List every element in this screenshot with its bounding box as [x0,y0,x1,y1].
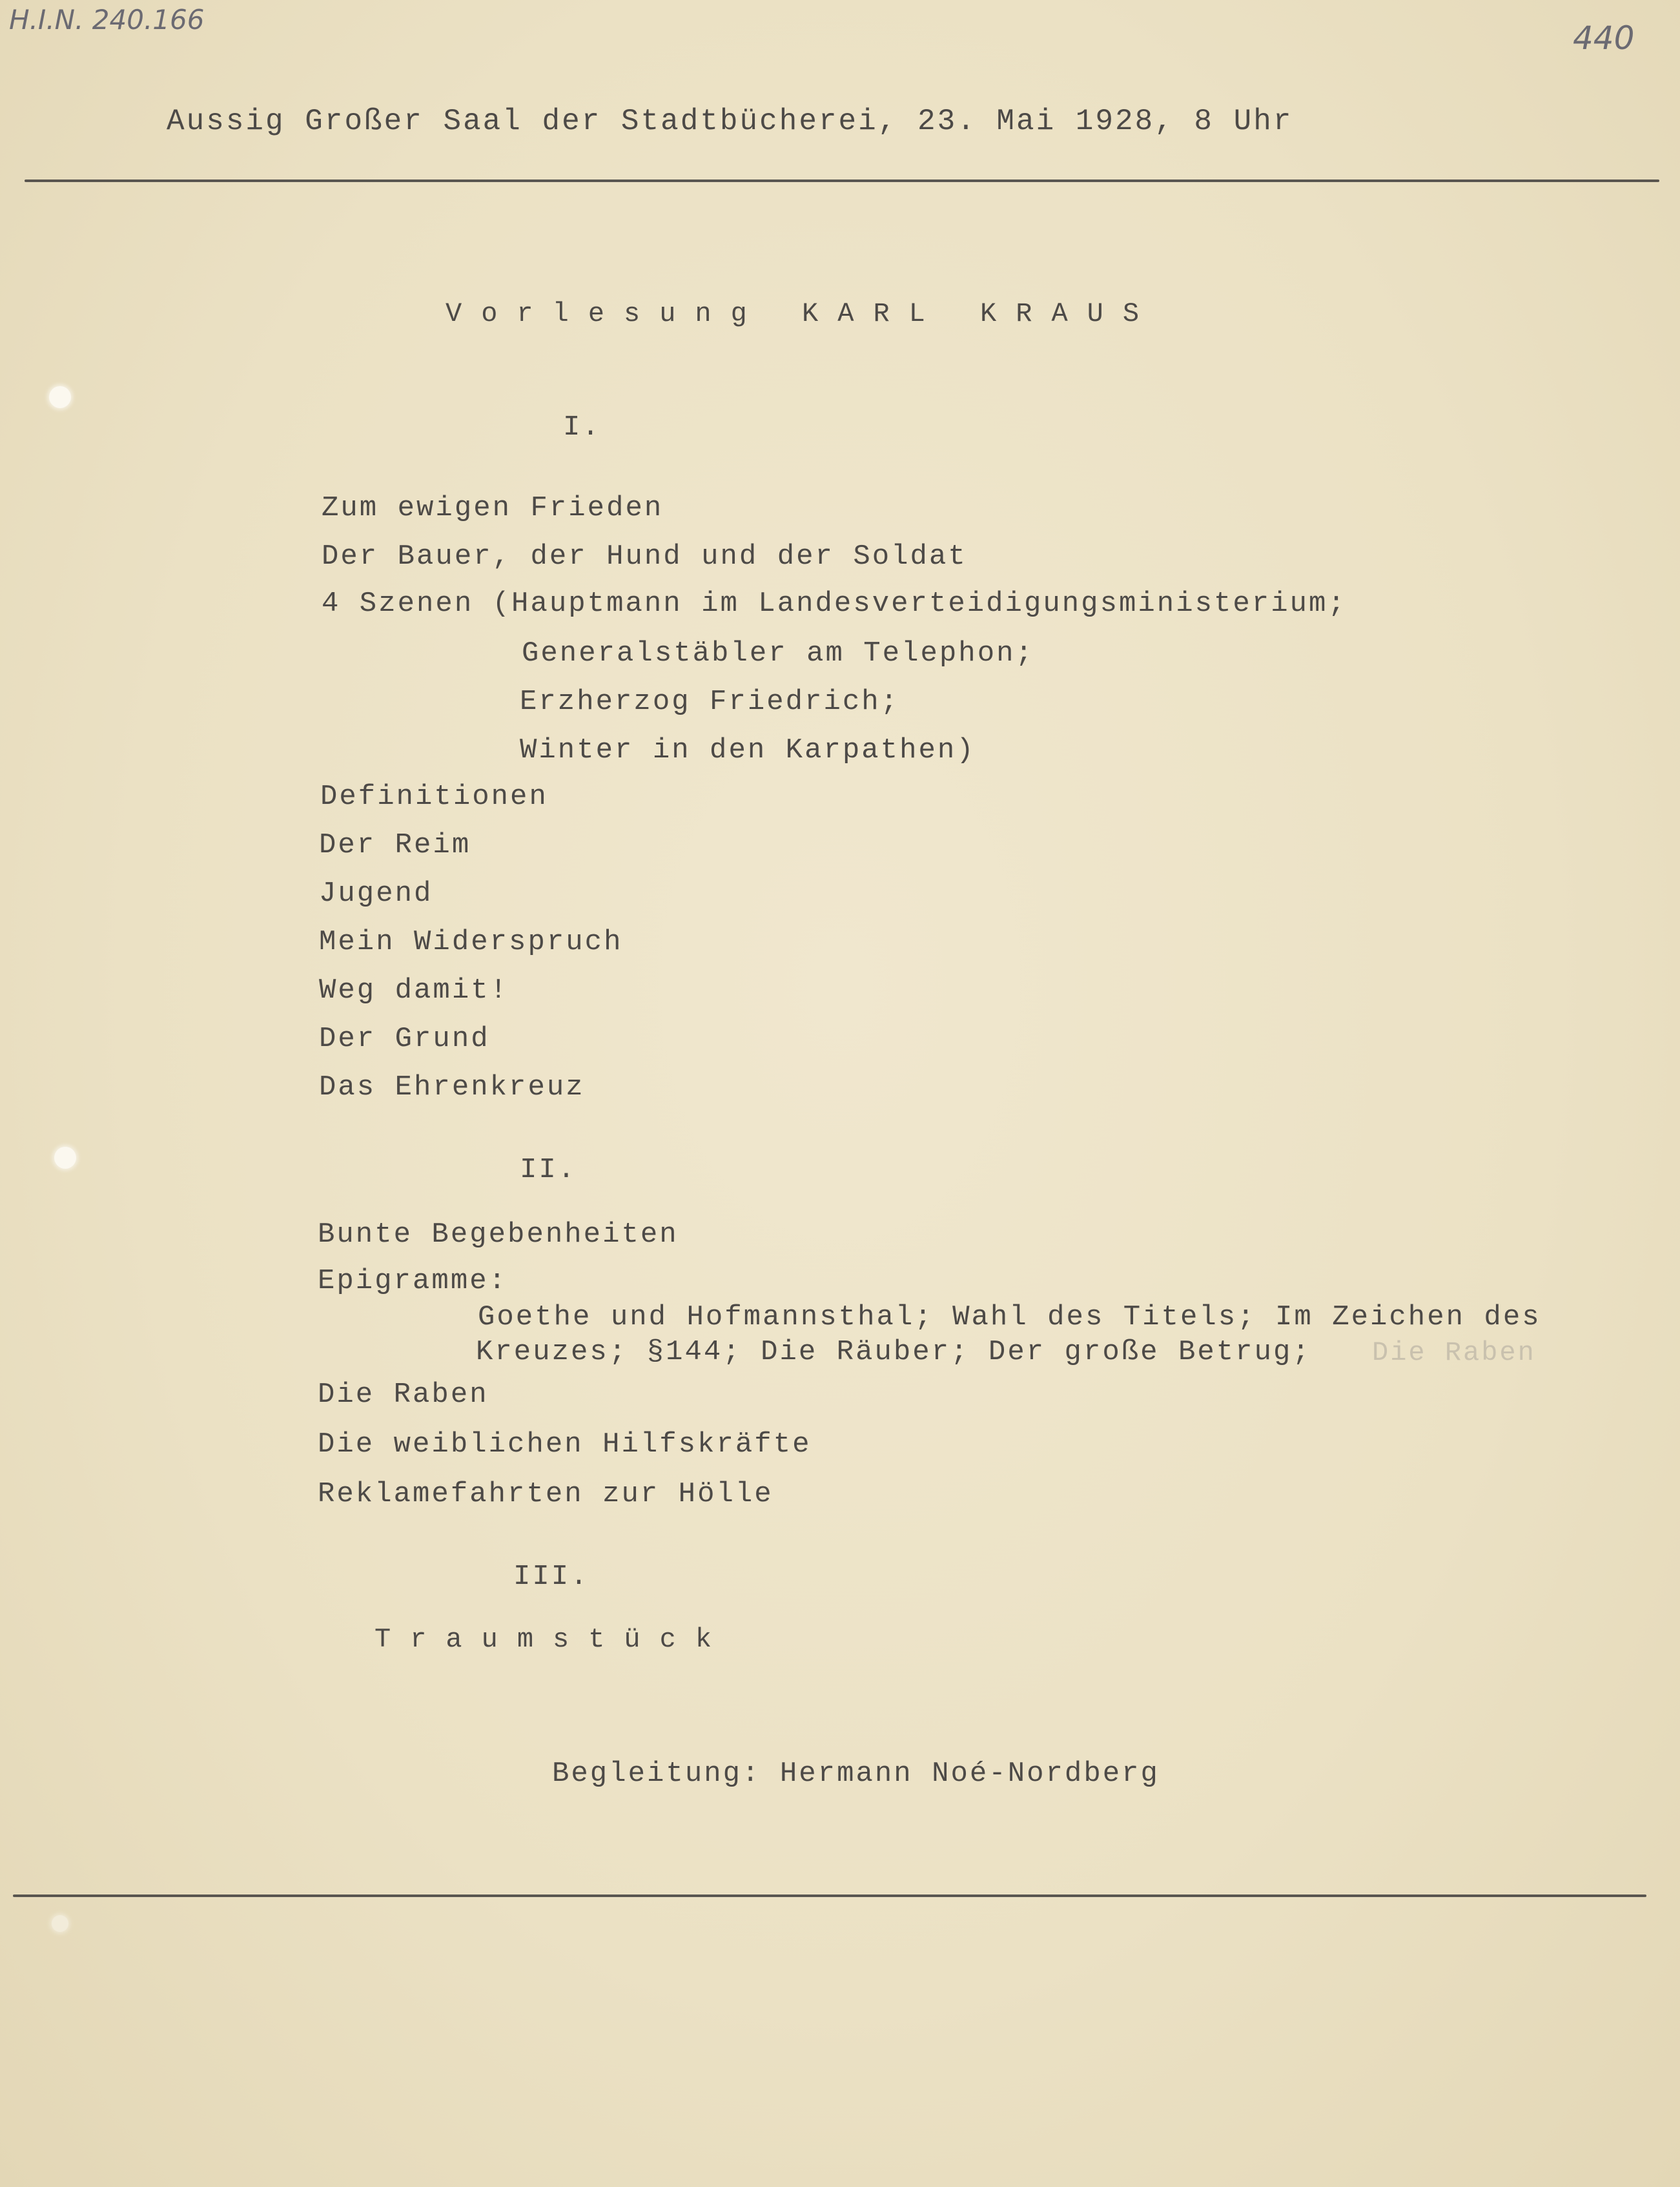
part3-numeral: III. [513,1561,589,1593]
archive-reference: H.I.N. 240.166 [9,4,205,36]
punch-hole-top [49,386,71,408]
list-item: Erzherzog Friedrich; [520,686,900,718]
list-item: Das Ehrenkreuz [319,1071,585,1104]
accompaniment: Begleitung: Hermann Noé-Nordberg [552,1758,1160,1790]
list-item: Goethe und Hofmannsthal; Wahl des Titels; Im Zeichen des [478,1301,1541,1333]
header-line: Aussig Großer Saal der Stadtbücherei, 23. Mai 1928, 8 Uhr [167,105,1293,138]
list-item: Der Bauer, der Hund und der Soldat [322,540,967,573]
part3-title: Traumstück [374,1624,732,1655]
list-item: Definitionen [320,781,548,813]
list-item: Bunte Begebenheiten [318,1218,679,1251]
list-item: Der Reim [319,829,471,861]
list-item: Mein Widerspruch [319,926,623,958]
page-number: 440 [1573,19,1635,57]
list-item: Die weiblichen Hilfskräfte [318,1428,812,1461]
list-item: Der Grund [319,1023,490,1055]
part2-numeral: II. [520,1154,577,1186]
list-item: Die Raben [318,1379,489,1411]
list-item: Winter in den Karpathen) [520,734,976,766]
list-item: Kreuzes; §144; Die Räuber; Der große Betrug; [476,1336,1311,1368]
top-rule [25,180,1659,182]
list-item: Zum ewigen Frieden [322,492,664,524]
list-item: 4 Szenen (Hauptmann im Landesverteidigungsministerium; [322,588,1347,620]
part1-numeral: I. [563,411,601,444]
list-item: Weg damit! [319,974,509,1007]
punch-hole-middle [54,1147,76,1169]
list-item: Generalstäbler am Telephon; [522,637,1034,670]
list-item: Reklamefahrten zur Hölle [318,1478,773,1510]
punch-hole-bottom [52,1915,68,1932]
document-title: Vorlesung KARL KRAUS [446,298,1159,329]
list-item: Jugend [319,878,433,910]
bottom-rule [13,1894,1646,1897]
list-item: Epigramme: [318,1265,508,1297]
faint-struck-text: Die Raben [1372,1337,1536,1368]
